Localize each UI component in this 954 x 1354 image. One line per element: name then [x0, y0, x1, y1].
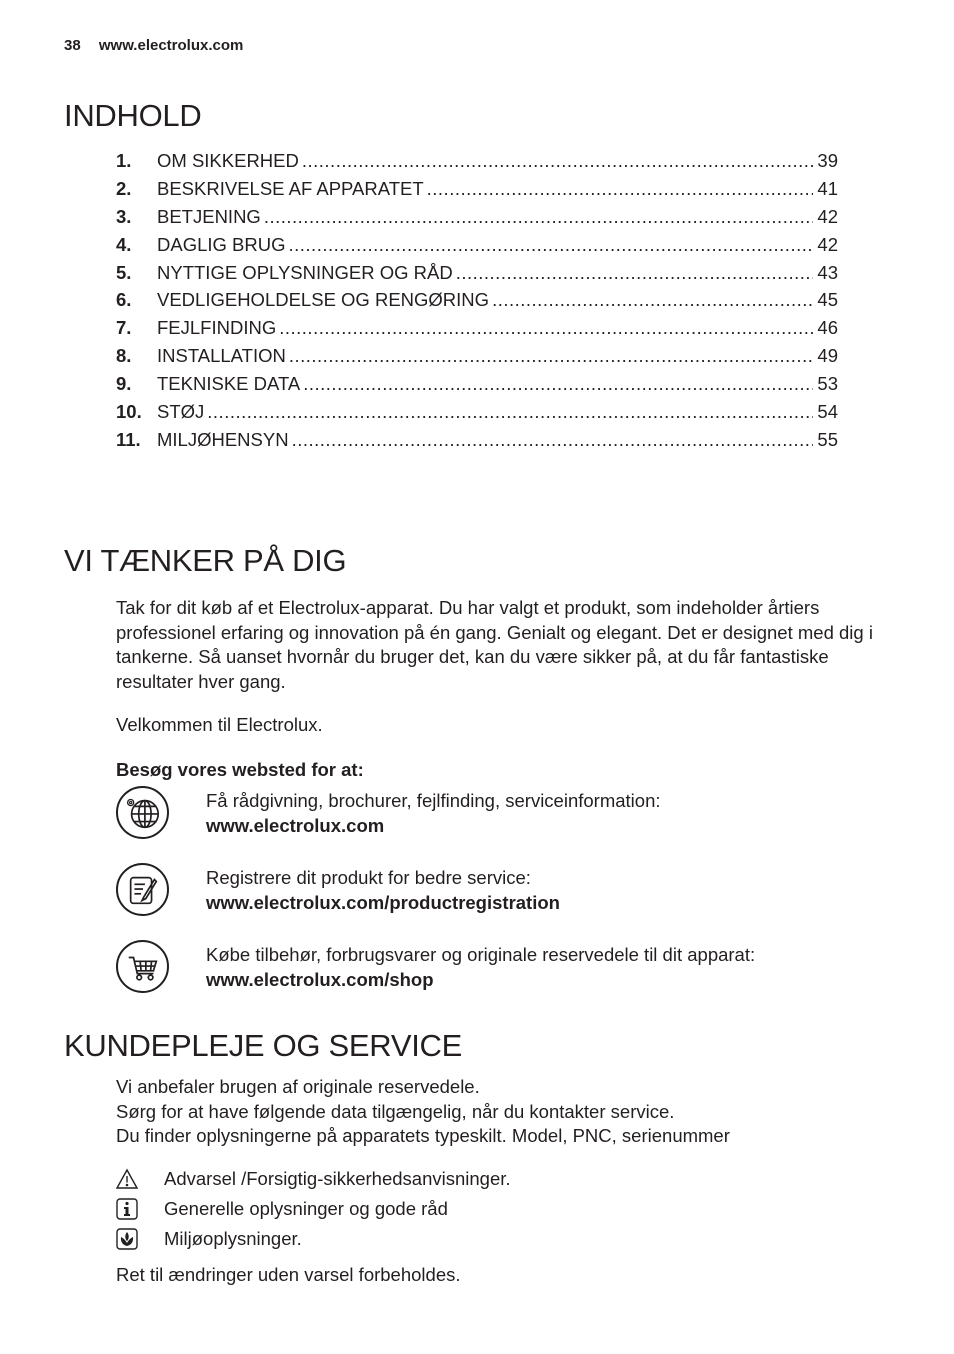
toc-entry[interactable] — [116, 289, 838, 317]
toc-leader-dots — [292, 429, 813, 451]
toc-entry[interactable] — [116, 150, 838, 178]
toc-entry-number: 5. — [116, 261, 132, 283]
toc-entry-title: VEDLIGEHOLDELSE OG RENGØRING — [157, 289, 490, 311]
toc-entry[interactable] — [116, 178, 838, 206]
toc-entry-number: 3. — [116, 205, 132, 227]
toc-entry[interactable] — [116, 401, 838, 429]
service-line: Sørg for at have følgende data tilgængelig, når du kontakter service. — [116, 1100, 675, 1122]
symbol-legend-environment — [116, 1226, 302, 1252]
toc-entry-page: 42 — [817, 233, 838, 255]
website-link-description: Registrere dit produkt for bedre service: — [206, 867, 531, 888]
website-link-url[interactable]: www.electrolux.com/productregistration — [206, 892, 560, 913]
toc-entry-page: 46 — [817, 317, 838, 339]
toc-leader-dots — [264, 206, 813, 228]
toc-entry-title: BESKRIVELSE AF APPARATET — [157, 177, 424, 199]
toc-leader-dots — [279, 317, 813, 339]
table-of-contents — [116, 150, 838, 457]
toc-entry-number: 8. — [116, 345, 132, 367]
toc-entry-title: OM SIKKERHED — [157, 150, 299, 171]
environment-icon — [116, 1228, 138, 1250]
toc-entry-title: STØJ — [157, 401, 205, 423]
toc-entry-title: NYTTIGE OPLYSNINGER OG RÅD — [157, 261, 453, 283]
service-text — [116, 1075, 730, 1149]
toc-entry[interactable] — [116, 373, 838, 401]
toc-entry-number: 9. — [116, 373, 132, 395]
toc-entry-number: 1. — [116, 150, 132, 171]
visit-heading: Besøg vores websted for at: — [116, 759, 364, 780]
symbol-description: Miljøoplysninger. — [164, 1228, 302, 1249]
website-link-description: Få rådgivning, brochurer, fejlfinding, serviceinformation: — [206, 790, 661, 811]
toc-entry-number: 6. — [116, 289, 132, 311]
toc-entry-title: MILJØHENSYN — [157, 428, 289, 450]
website-link-shop — [116, 940, 896, 1000]
toc-leader-dots — [289, 234, 814, 256]
symbol-legend-warning — [116, 1166, 511, 1192]
service-section-title: KUNDEPLEJE OG SERVICE — [64, 1028, 462, 1063]
warning-triangle-icon — [116, 1168, 138, 1190]
toc-entry-page: 49 — [817, 345, 838, 367]
toc-entry[interactable] — [116, 262, 838, 290]
toc-entry[interactable] — [116, 345, 838, 373]
header-website[interactable]: www.electrolux.com — [98, 37, 244, 54]
toc-entry-page: 54 — [817, 401, 838, 423]
info-icon — [116, 1198, 138, 1220]
toc-title: INDHOLD — [64, 98, 202, 133]
registration-icon — [116, 863, 169, 916]
toc-entry-title: INSTALLATION — [157, 345, 286, 367]
toc-leader-dots — [456, 262, 813, 284]
toc-entry-page: 39 — [817, 150, 838, 171]
website-link-description: Købe tilbehør, forbrugsvarer og originale reservedele til dit apparat: — [206, 944, 756, 965]
website-link-registration — [116, 863, 896, 923]
toc-entry-page: 42 — [817, 205, 838, 227]
toc-entry-page: 43 — [817, 261, 838, 283]
toc-entry-page: 55 — [817, 428, 838, 450]
toc-entry-number: 7. — [116, 317, 132, 339]
toc-entry-number: 10. — [116, 401, 142, 423]
toc-entry-title: TEKNISKE DATA — [157, 373, 301, 395]
symbol-legend-info — [116, 1196, 448, 1222]
toc-entry-page: 41 — [817, 177, 838, 199]
toc-entry-page: 53 — [817, 373, 838, 395]
toc-leader-dots — [303, 373, 813, 395]
toc-entry-number: 4. — [116, 233, 132, 255]
toc-entry[interactable] — [116, 429, 838, 457]
page-header — [64, 37, 243, 54]
symbol-description: Generelle oplysninger og gode råd — [164, 1198, 448, 1219]
footer-note: Ret til ændringer uden varsel forbeholdes. — [116, 1264, 461, 1285]
symbol-description: Advarsel /Forsigtig-sikkerhedsanvisninger. — [164, 1168, 511, 1189]
toc-entry[interactable] — [116, 206, 838, 234]
toc-entry-title: DAGLIG BRUG — [157, 233, 286, 255]
website-link-url[interactable]: www.electrolux.com — [206, 815, 385, 836]
toc-entry-number: 2. — [116, 177, 132, 199]
toc-entry-title: BETJENING — [157, 205, 261, 227]
intro-paragraph: Tak for dit køb af et Electrolux-apparat. Du har valgt et produkt, som indeholder årtiers professionel erfaring og innovation på én gang. Genialt og elegant. Det er designet med dig i tankerne. Så uanset hvornår du bruger det, kan du være sikker på, at du får fantastiske resultater hver gang. — [116, 597, 873, 692]
service-line: Vi anbefaler brugen af originale reservedele. — [116, 1076, 480, 1097]
toc-entry-page: 45 — [817, 289, 838, 311]
website-link-url[interactable]: www.electrolux.com/shop — [206, 969, 434, 990]
toc-entry-number: 11. — [116, 428, 141, 450]
toc-leader-dots — [207, 401, 813, 423]
shopping-cart-icon — [116, 940, 169, 993]
toc-leader-dots — [289, 345, 813, 367]
welcome-text: Velkommen til Electrolux. — [116, 714, 323, 735]
toc-entry[interactable] — [116, 317, 838, 345]
page-number: 38 — [64, 37, 81, 54]
website-link-support — [116, 786, 896, 846]
toc-leader-dots — [427, 178, 813, 200]
toc-leader-dots — [302, 150, 813, 172]
service-line: Du finder oplysningerne på apparatets typeskilt. Model, PNC, serienummer — [116, 1125, 730, 1147]
toc-entry-title: FEJLFINDING — [157, 317, 277, 339]
toc-leader-dots — [492, 289, 813, 311]
toc-entry[interactable] — [116, 234, 838, 262]
care-section-title: VI TÆNKER PÅ DIG — [64, 543, 347, 578]
globe-icon — [116, 786, 169, 839]
